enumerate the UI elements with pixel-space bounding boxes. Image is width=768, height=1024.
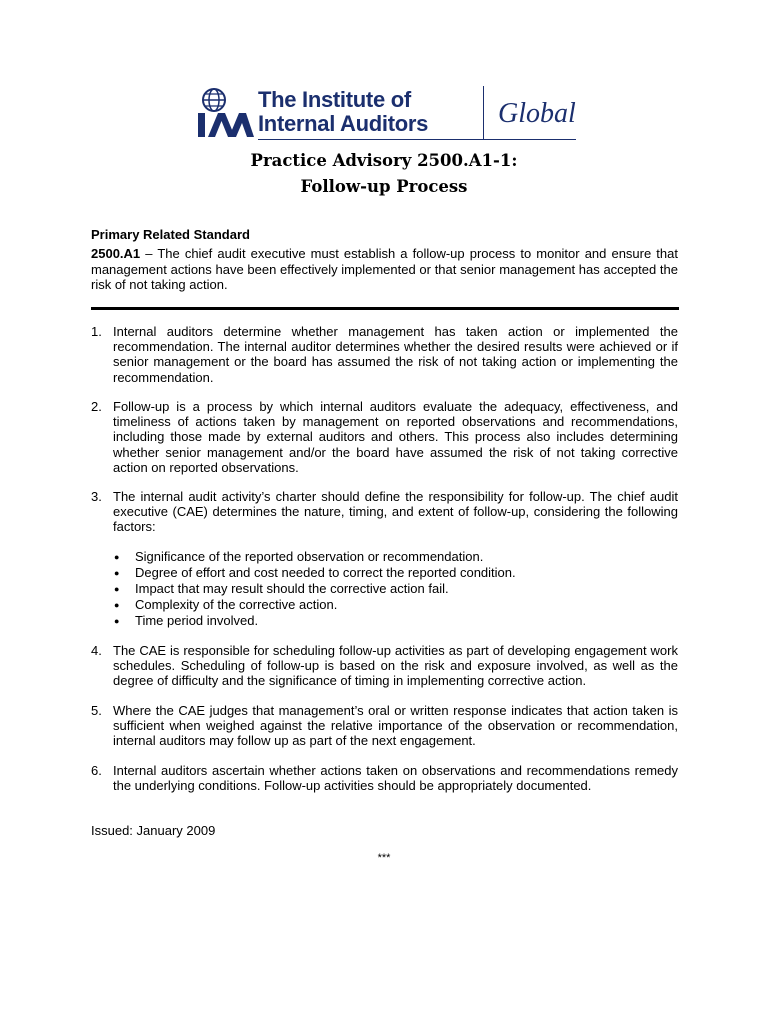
item-text: Internal auditors ascertain whether actions taken on observations and recommendations remedy the underlying conditions. Follow-up activities should be appropriately documented.: [113, 763, 678, 794]
page-subtitle: Follow-up Process: [300, 177, 468, 196]
item-text: Where the CAE judges that management’s oral or written response indicates that action taken is sufficient when weighed against the relative importance of the observation or recommendation, internal auditors may follow up as part of the next engagement.: [113, 703, 678, 749]
logo-line-1: The Institute of: [258, 87, 411, 112]
end-marker: ***: [377, 852, 391, 864]
item-number: 1.: [91, 324, 102, 339]
bullet-item: [113, 597, 673, 613]
logo-underline: [258, 139, 576, 140]
item-text: Internal auditors determine whether management has taken action or implemented the recommendation. The internal auditor determines whether the desired results were achieved or if senior management or the board has assumed the risk of not taking action or implementing the recommendation.: [113, 324, 678, 385]
item-number: 6.: [91, 763, 102, 778]
item-text: The CAE is responsible for scheduling follow-up activities as part of developing engagement work schedules. Scheduling of follow-up is based on the risk and exposure involved, as well as the degree of difficulty and the significance of timing in implementing corrective action.: [113, 643, 678, 689]
standard-paragraph: [91, 246, 678, 293]
bullet-item: [113, 549, 673, 565]
iia-logo: [196, 84, 576, 144]
item-text: Follow-up is a process by which internal auditors evaluate the adequacy, effectiveness, and timeliness of actions taken by management on reported observations and recommendations, including those made by external auditors and others. This process also includes determining whether senior management and/or the board have assumed the risk of not taking corrective action on reported observations.: [113, 399, 678, 475]
logo-divider: [483, 86, 484, 140]
logo-wordmark: [258, 88, 428, 136]
section-divider: [91, 307, 679, 310]
bullet-icon: ●: [114, 600, 120, 610]
list-item: [91, 763, 678, 793]
bullet-text: Time period involved.: [135, 613, 259, 628]
bullet-item: [113, 565, 673, 581]
item-number: 4.: [91, 643, 102, 658]
list-item: [91, 324, 678, 385]
list-item: [91, 643, 678, 689]
item-number: 3.: [91, 489, 102, 504]
issued-date: Issued: January 2009: [91, 823, 216, 838]
standard-text: – The chief audit executive must establish a follow-up process to monitor and ensure that management actions have been effectively implemented or that senior management has accepted the risk of not taking action.: [91, 246, 678, 293]
bullet-text: Significance of the reported observation or recommendation.: [135, 549, 484, 564]
standard-heading: Primary Related Standard: [91, 227, 250, 242]
bullet-item: [113, 613, 673, 629]
logo-global: Global: [498, 98, 576, 129]
bullet-icon: ●: [114, 552, 120, 562]
bullet-item: [113, 581, 673, 597]
globe-iia-icon: [196, 86, 254, 138]
item-text: The internal audit activity’s charter should define the responsibility for follow-up. The chief audit executive (CAE) determines the nature, timing, and extent of follow-up, considering the following factors:: [113, 489, 678, 535]
bullet-icon: ●: [114, 568, 120, 578]
list-item: [91, 703, 678, 749]
bullet-text: Complexity of the corrective action.: [135, 597, 338, 612]
factors-list: [113, 549, 673, 629]
list-item: [91, 489, 678, 535]
page-title: Practice Advisory 2500.A1-1:: [250, 151, 518, 170]
bullet-icon: ●: [114, 616, 120, 626]
logo-line-2: Internal Auditors: [258, 111, 429, 136]
item-number: 5.: [91, 703, 102, 718]
bullet-text: Degree of effort and cost needed to correct the reported condition.: [135, 565, 516, 580]
bullet-text: Impact that may result should the corrective action fail.: [135, 581, 449, 596]
bullet-icon: ●: [114, 584, 120, 594]
standard-code: 2500.A1: [91, 246, 141, 261]
list-item: [91, 399, 678, 475]
item-number: 2.: [91, 399, 102, 414]
